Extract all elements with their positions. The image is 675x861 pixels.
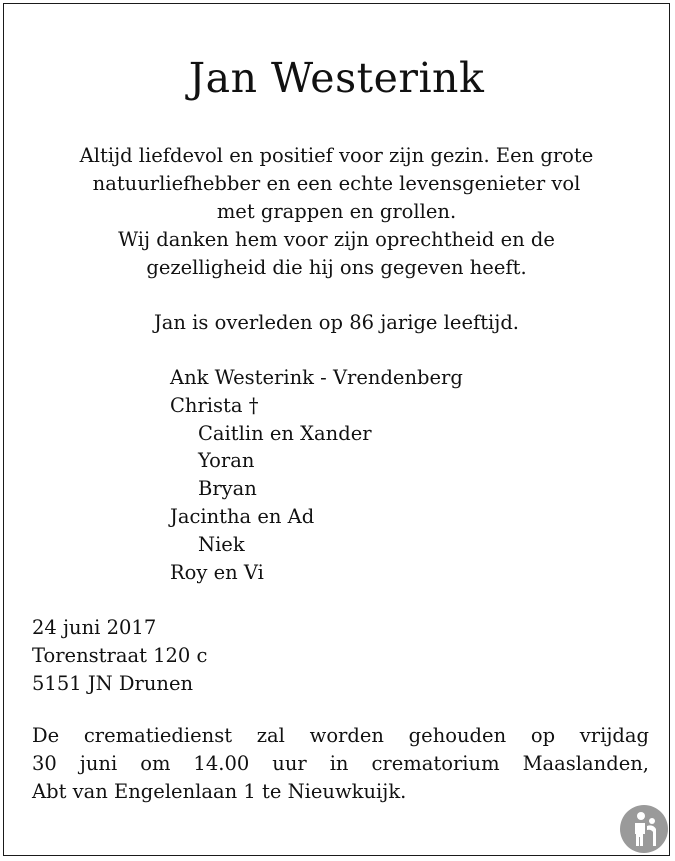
obituary-card (3, 3, 670, 856)
family-member: Roy en Vi (170, 560, 264, 584)
family-member: Bryan (198, 477, 257, 501)
family-member: Ank Westerink - Vrendenberg (170, 366, 463, 389)
address-block (32, 614, 207, 698)
tribute-line: natuurliefhebber en een echte levensgenieter vol (92, 172, 581, 195)
tribute-line: met grappen en grollen. (216, 200, 457, 223)
tribute-line: gezelligheid die hij ons gegeven heeft. (146, 256, 527, 279)
notice-date: 24 juni 2017 (32, 616, 157, 639)
tribute-line: Altijd liefdevol en positief voor zijn gezin. Een grote (79, 144, 594, 167)
service-line: 30 juni om 14.00 uur in crematorium Maaslanden, (32, 752, 649, 775)
family-list (170, 364, 463, 586)
tribute-line: Wij danken hem voor zijn oprechtheid en de (118, 228, 555, 251)
tribute-text (24, 142, 649, 282)
memorial-figure-icon (619, 804, 669, 854)
family-member: Jacintha en Ad (170, 504, 315, 528)
street-address: Torenstraat 120 c (32, 644, 208, 667)
family-member: Niek (198, 532, 245, 556)
family-member: Yoran (198, 449, 255, 473)
service-line: De crematiedienst zal worden gehouden op vrijdag (32, 724, 649, 747)
service-line: Abt van Engelenlaan 1 te Nieuwkuijk. (32, 780, 407, 803)
family-member: Caitlin en Xander (198, 421, 372, 445)
postal-city: 5151 JN Drunen (32, 672, 194, 695)
service-details (32, 722, 649, 806)
family-member: Christa † (170, 393, 259, 417)
age-statement: Jan is overleden op 86 jarige leeftijd. (153, 311, 520, 334)
deceased-name: Jan Westerink (188, 54, 485, 102)
